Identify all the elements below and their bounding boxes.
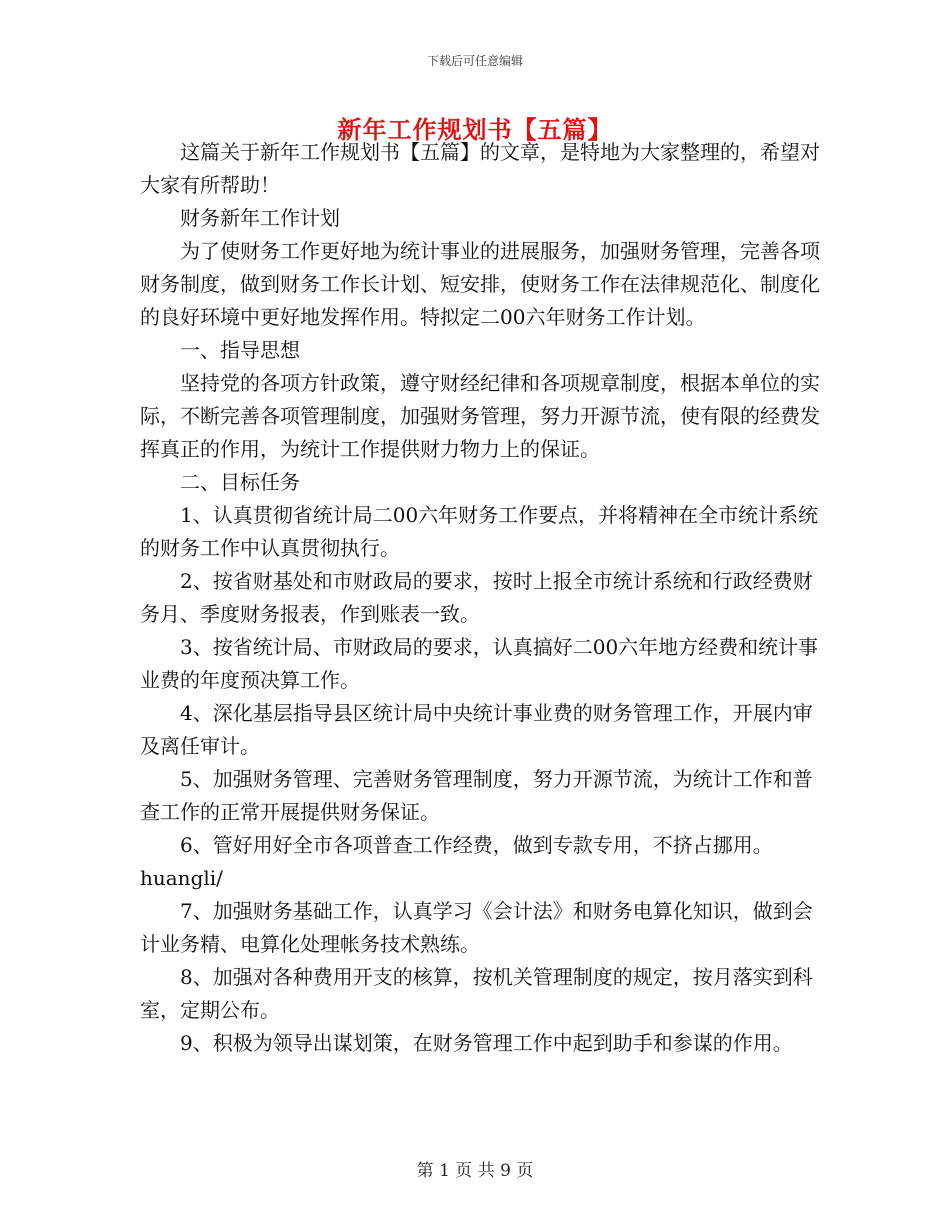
- list-item: 5、加强财务管理、完善财务管理制度，努力开源节流，为统计工作和普查工作的正常开展提供财务保证。: [140, 767, 813, 824]
- document-body: [140, 136, 830, 1060]
- body-paragraph: 坚持党的各项方针政策，遵守财经纪律和各项规章制度，根据本单位的实际，不断完善各项管理制度，加强财务管理，努力开源节流，使有限的经费发挥真正的作用，为统计工作提供财力物力上的保证。: [140, 371, 820, 461]
- section-heading-finance-plan: 财务新年工作计划: [180, 206, 340, 230]
- intro-paragraph: 这篇关于新年工作规划书【五篇】的文章，是特地为大家整理的，希望对大家有所帮助！: [140, 140, 820, 197]
- list-item: 9、积极为领导出谋划策，在财务管理工作中起到助手和参谋的作用。: [180, 1031, 793, 1055]
- page-header-note: 下载后可任意编辑: [426, 54, 523, 68]
- section-heading-guiding-ideology: 一、指导思想: [180, 338, 300, 362]
- list-item: 8、加强对各种费用开支的核算，按机关管理制度的规定，按月落实到科室，定期公布。: [140, 965, 813, 1022]
- list-item: 2、按省财基处和市财政局的要求，按时上报全市统计系统和行政经费财务月、季度财务报表，作到账表一致。: [140, 569, 813, 626]
- list-item: 7、加强财务基础工作，认真学习《会计法》和财务电算化知识，做到会计业务精、电算化处理帐务技术熟练。: [140, 899, 813, 956]
- page-number: 第 1 页 共 9 页: [416, 1161, 534, 1181]
- list-item: 6、管好用好全市各项普查工作经费，做到专款专用，不挤占挪用。huangli/: [140, 833, 773, 890]
- body-paragraph: 为了使财务工作更好地为统计事业的进展服务，加强财务管理，完善各项财务制度，做到财务工作长计划、短安排，使财务工作在法律规范化、制度化的良好环境中更好地发挥作用。特拟定二00六年财务工作计划。: [140, 239, 820, 329]
- list-item: 1、认真贯彻省统计局二00六年财务工作要点，并将精神在全市统计系统的财务工作中认真贯彻执行。: [140, 503, 819, 560]
- list-item: 4、深化基层指导县区统计局中央统计事业费的财务管理工作，开展内审及离任审计。: [140, 701, 813, 758]
- section-heading-goals: 二、目标任务: [180, 470, 300, 494]
- document-title: 新年工作规划书【五篇】: [337, 115, 613, 144]
- list-item: 3、按省统计局、市财政局的要求，认真搞好二00六年地方经费和统计事业费的年度预决算工作。: [140, 635, 819, 692]
